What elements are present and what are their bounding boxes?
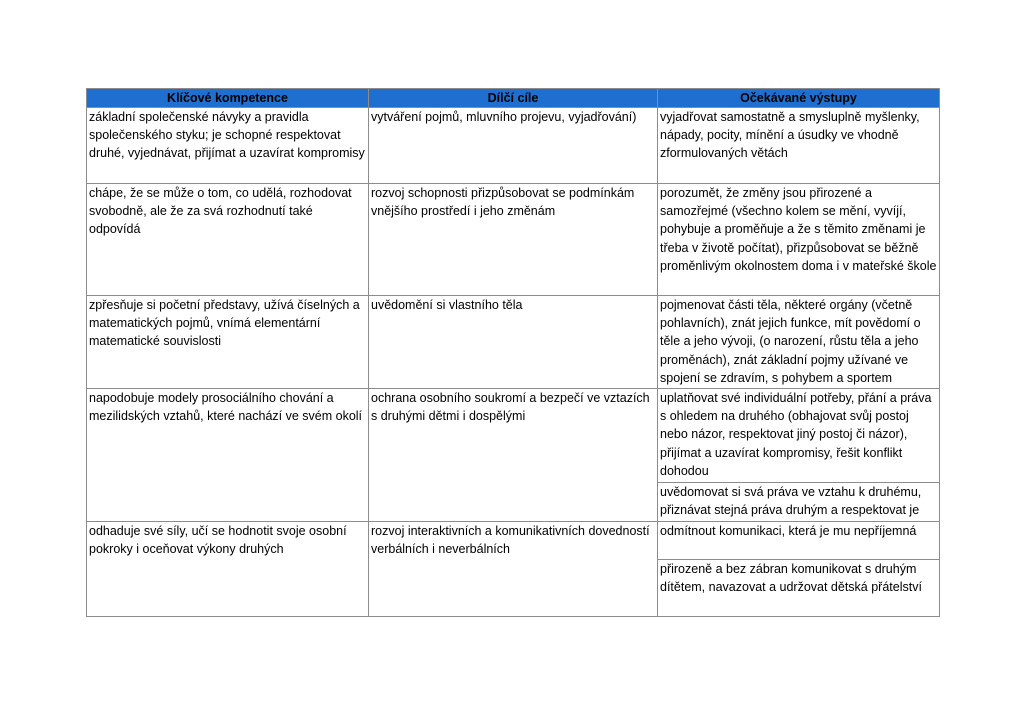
header-partial-goals: Dílčí cíle [369,89,658,108]
competence-cell: chápe, že se může o tom, co udělá, rozhodovat svobodně, ale že za svá rozhodnutí také odpovídá [87,184,369,296]
table-row [87,184,940,296]
goal-cell: rozvoj interaktivních a komunikativních dovedností verbálních i neverbálních [369,522,658,617]
table-row [87,522,940,560]
goal-cell: uvědomění si vlastního těla [369,296,658,389]
goal-cell: rozvoj schopnosti přizpůsobovat se podmínkám vnějšího prostředí i jeho změnám [369,184,658,296]
outcome-cell: pojmenovat části těla, některé orgány (včetně pohlavních), znát jejich funkce, mít povědomí o těle a jeho vývoji, (o narození, růstu těla a jeho proměnách), znát základní pojmy užívané ve spojení se zdravím, s pohybem a sportem [658,296,940,389]
outcome-cell: vyjadřovat samostatně a smysluplně myšlenky, nápady, pocity, mínění a úsudky ve vhodně zformulovaných větách [658,108,940,184]
header-key-competences: Klíčové kompetence [87,89,369,108]
table-row [87,389,940,483]
outcome-cell: přirozeně a bez zábran komunikovat s druhým dítětem, navazovat a udržovat dětská přátelství [658,560,940,617]
competence-cell: základní společenské návyky a pravidla společenského styku; je schopné respektovat druhé, vyjednávat, přijímat a uzavírat kompromisy [87,108,369,184]
goal-cell: vytváření pojmů, mluvního projevu, vyjadřování) [369,108,658,184]
outcome-cell: uvědomovat si svá práva ve vztahu k druhému, přiznávat stejná práva druhým a respektovat je [658,483,940,522]
table-row [87,108,940,184]
competence-cell: odhaduje své síly, učí se hodnotit svoje osobní pokroky i oceňovat výkony druhých [87,522,369,617]
outcome-cell: odmítnout komunikaci, která je mu nepříjemná [658,522,940,560]
header-expected-outcomes: Očekávané výstupy [658,89,940,108]
competence-cell: napodobuje modely prosociálního chování a mezilidských vztahů, které nachází ve svém okolí [87,389,369,522]
outcome-cell: porozumět, že změny jsou přirozené a samozřejmé (všechno kolem se mění, vyvíjí, pohybuje a proměňuje a že s těmito změnami je třeba v životě počítat), přizpůsobovat se běžně proměnlivým okolnostem doma i v mateřské škole [658,184,940,296]
table-header-row [87,89,940,108]
competence-table [86,88,940,617]
competence-cell: zpřesňuje si početní představy, užívá číselných a matematických pojmů, vnímá elementární matematické souvislosti [87,296,369,389]
goal-cell: ochrana osobního soukromí a bezpečí ve vztazích s druhými dětmi i dospělými [369,389,658,522]
table-row [87,296,940,389]
outcome-cell: uplatňovat své individuální potřeby, přání a práva s ohledem na druhého (obhajovat svůj postoj nebo názor, respektovat jiný postoj či názor), přijímat a uzavírat kompromisy, řešit konflikt dohodou [658,389,940,483]
